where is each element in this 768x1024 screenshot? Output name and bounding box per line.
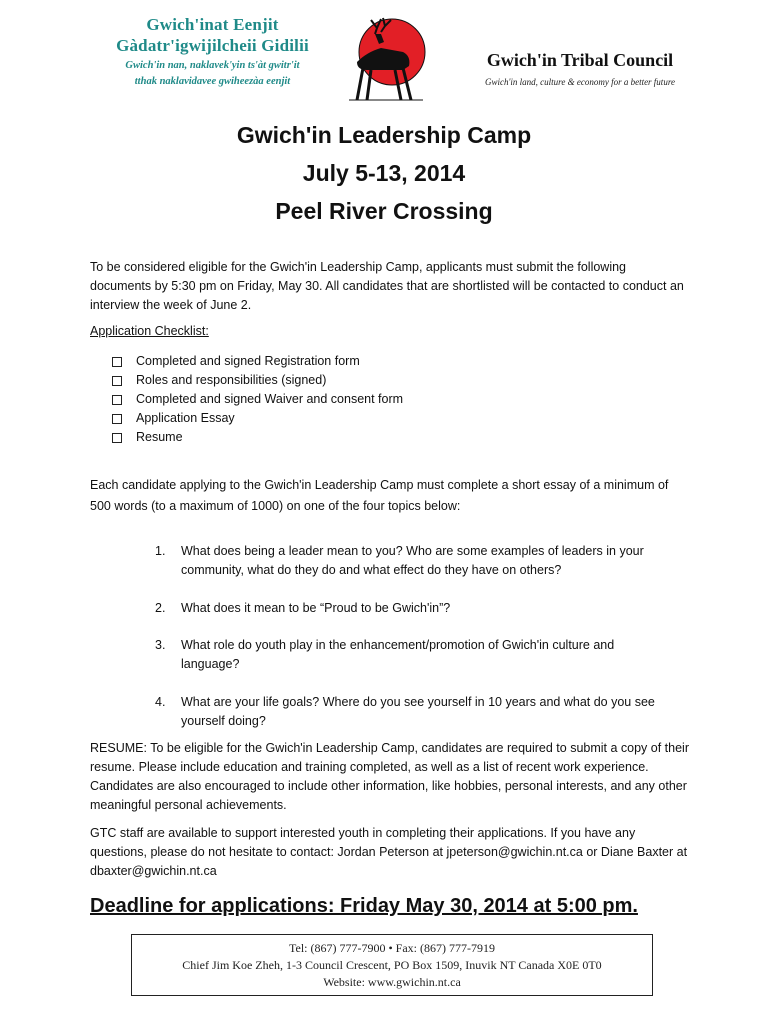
caribou-sun-logo-icon — [337, 16, 437, 104]
essay-topic — [155, 599, 450, 618]
checklist-item-label: Roles and responsibilities (signed) — [136, 373, 327, 387]
essay-topic-text: What are your life goals? Where do you see yourself in 10 years and what do you see yourself doing? — [181, 695, 655, 728]
essay-topic-text: What does it mean to be “Proud to be Gwich'in”? — [181, 601, 451, 615]
checklist-item-label: Completed and signed Registration form — [136, 354, 360, 368]
checklist-item-label: Resume — [136, 430, 183, 444]
essay-topic-number: 2. — [155, 601, 166, 615]
deadline-heading: Deadline for applications: Friday May 30, 2014 at 5:00 pm. — [90, 895, 638, 917]
checklist-item — [112, 409, 403, 428]
title-line-1: Gwich'in Leadership Camp — [236, 122, 532, 148]
checkbox-icon — [112, 357, 122, 367]
title-line-2: July 5-13, 2014 — [302, 160, 466, 186]
footer-website: Website: www.gwichin.nt.ca — [323, 975, 461, 989]
essay-intro-paragraph: Each candidate applying to the Gwich'in Leadership Camp must complete a short essay of a minimum of 500 words (to a maximum of 1000) on one of the four topics below: — [90, 478, 669, 513]
checklist-item — [112, 390, 403, 409]
footer-address: Chief Jim Koe Zheh, 1-3 Council Crescent, PO Box 1509, Inuvik NT Canada X0E 0T0 — [182, 958, 602, 972]
essay-topic — [155, 693, 675, 731]
tribal-council-header — [460, 50, 700, 87]
essay-topic — [155, 542, 675, 580]
tribal-council-tagline: Gwich'in land, culture & economy for a better future — [485, 77, 675, 87]
tribal-council-name: Gwich'in Tribal Council — [486, 50, 674, 70]
essay-topic — [155, 636, 675, 674]
checklist-item — [112, 371, 403, 390]
gwichin-org-name-block — [80, 14, 345, 88]
checkbox-icon — [112, 376, 122, 386]
footer-phone-fax: Tel: (867) 777-7900 • Fax: (867) 777-7919 — [289, 941, 495, 955]
footer-contact-box — [131, 934, 653, 996]
intro-paragraph: To be considered eligible for the Gwich'in Leadership Camp, applicants must submit the following documents by 5:30 pm on Friday, May 30. All candidates that are shortlisted will be contacted to conduct an interview the week of June 2. — [90, 260, 684, 312]
gwichin-subtitle-line2: tthak naklavidavee gwiheezàa eenjit — [134, 76, 291, 87]
checklist-item — [112, 428, 403, 447]
gwichin-subtitle-line1: Gwich'in nan, naklavek'yin ts'àt gwitr'it — [125, 60, 300, 71]
document-title — [0, 116, 768, 230]
checkbox-icon — [112, 414, 122, 424]
checklist-item-label: Completed and signed Waiver and consent form — [136, 392, 404, 406]
checklist-heading: Application Checklist: — [90, 324, 209, 338]
resume-paragraph: RESUME: To be eligible for the Gwich'in Leadership Camp, candidates are required to submit a copy of their resume. Please include education and training completed, as well as a list of recent work experience. Candidates are also encouraged to include other information, like hobbies, personal interests, and any other meaningful personal achievements. — [90, 741, 689, 812]
essay-topic-text: What does being a leader mean to you? Who are some examples of leaders in your community, what do they do and what effect do they have on others? — [181, 544, 644, 577]
checklist-item-label: Application Essay — [136, 411, 235, 425]
essay-topic-number: 1. — [155, 544, 166, 558]
gwichin-org-name-line1: Gwich'inat Eenjit — [146, 15, 279, 34]
contact-paragraph: GTC staff are available to support interested youth in completing their applications. If you have any questions, please do not hesitate to contact: Jordan Peterson at jpeterson@gwichin.nt.ca or Diane Baxter at dbaxter@gwichin.nt.ca — [90, 826, 688, 878]
checkbox-icon — [112, 395, 122, 405]
essay-topic-text: What role do youth play in the enhancement/promotion of Gwich'in culture and language? — [181, 638, 615, 671]
gwichin-org-name-line2: Gàdatr'igwijilcheii Gidilii — [116, 36, 309, 55]
checklist-item — [112, 352, 403, 371]
title-line-3: Peel River Crossing — [275, 198, 493, 224]
application-checklist — [112, 352, 403, 447]
checkbox-icon — [112, 433, 122, 443]
essay-topic-number: 3. — [155, 638, 166, 652]
essay-topic-number: 4. — [155, 695, 166, 709]
